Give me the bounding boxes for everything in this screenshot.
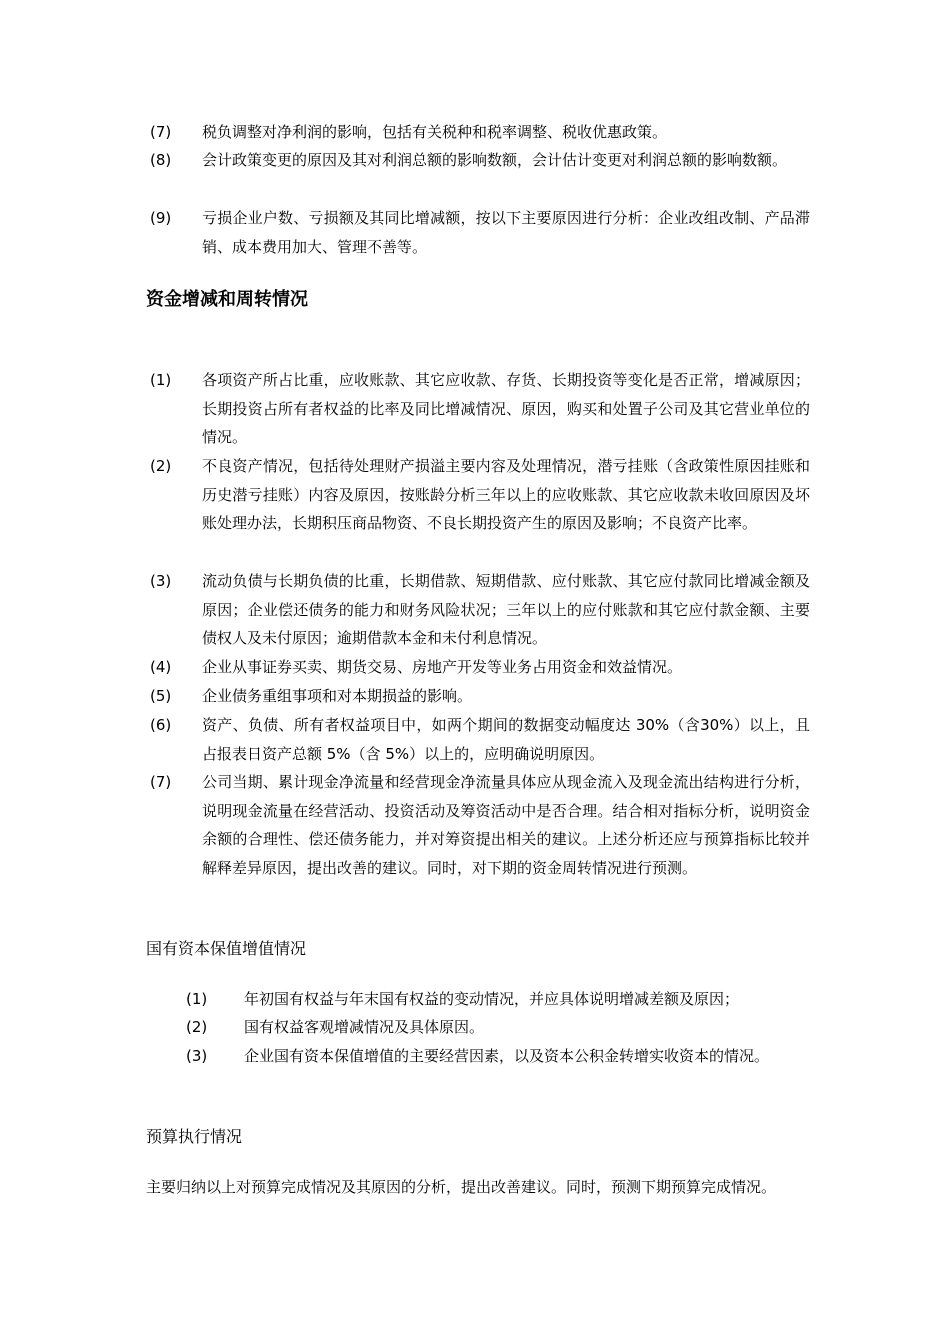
list-item [150, 768, 810, 883]
item-text: 企业国有资本保值增值的主要经营因素，以及资本公积金转增实收资本的情况。 [244, 1047, 770, 1065]
item-number: (1) [150, 371, 172, 389]
list-item [186, 985, 816, 1014]
item-text: 企业从事证券买卖、期货交易、房地产开发等业务占用资金和效益情况。 [202, 658, 683, 676]
list-item [150, 366, 810, 452]
section-heading: 资金增减和周转情况 [146, 289, 308, 310]
item-text: 税负调整对净利润的影响，包括有关税种和税率调整、税收优惠政策。 [202, 123, 668, 141]
item-text: 会计政策变更的原因及其对利润总额的影响数额，会计估计变更对利润总额的影响数额。 [202, 151, 788, 169]
item-number: (2) [150, 457, 172, 475]
item-text: 各项资产所占比重，应收账款、其它应收款、存货、长期投资等变化是否正常，增减原因；长期投资占所有者权益的比率及同比增减情况、原因，购买和处置子公司及其它营业单位的情况。 [202, 371, 810, 447]
section-heading: 国有资本保值增值情况 [146, 939, 307, 958]
item-number: (7) [150, 773, 172, 791]
item-number: (6) [150, 716, 172, 734]
list-item [186, 1042, 816, 1071]
item-text: 年初国有权益与年末国有权益的变动情况，并应具体说明增减差额及原因； [244, 990, 740, 1008]
item-text: 公司当期、累计现金净流量和经营现金净流量具体应从现金流入及现金流出结构进行分析，说明现金流量在经营活动、投资活动及筹资活动中是否合理。结合相对指标分析，说明资金余额的合理性、偿还债务能力，并对筹资提出相关的建议。上述分析还应与预算指标比较并解释差异原因，提出改善的建议。同时，对下期的资金周转情况进行预测。 [202, 773, 810, 878]
item-text: 企业债务重组事项和对本期损益的影响。 [202, 687, 473, 705]
item-number: (3) [150, 572, 172, 590]
section-heading: 预算执行情况 [146, 1127, 243, 1146]
list-item [150, 452, 810, 538]
item-number: (8) [150, 151, 172, 169]
item-number: (1) [186, 990, 208, 1008]
item-number: (4) [150, 658, 172, 676]
list-item [186, 1013, 816, 1042]
list-item [150, 567, 810, 653]
item-number: (2) [186, 1018, 208, 1036]
list-item [150, 118, 810, 147]
item-number: (5) [150, 687, 172, 705]
item-number: (3) [186, 1047, 208, 1065]
list-item [150, 682, 810, 711]
item-number: (9) [150, 209, 172, 227]
item-text: 国有权益客观增减情况及具体原因。 [244, 1018, 485, 1036]
item-number: (7) [150, 123, 172, 141]
list-item [150, 711, 810, 768]
list-item [150, 653, 810, 682]
item-text: 流动负债与长期负债的比重，长期借款、短期借款、应付账款、其它应付款同比增减金额及原因；企业偿还债务的能力和财务风险状况；三年以上的应付账款和其它应付款金额、主要债权人及未付原因；逾期借款本金和未付利息情况。 [202, 572, 810, 648]
item-text: 亏损企业户数、亏损额及其同比增减额，按以下主要原因进行分析：企业改组改制、产品滞销、成本费用加大、管理不善等。 [202, 209, 810, 256]
item-text: 资产、负债、所有者权益项目中，如两个期间的数据变动幅度达 30%（含30%）以上，且占报表日资产总额 5%（含 5%）以上的，应明确说明原因。 [202, 716, 810, 763]
list-item [150, 204, 810, 261]
body-paragraph: 主要归纳以上对预算完成情况及其原因的分析，提出改善建议。同时，预测下期预算完成情况。 [146, 1178, 777, 1196]
list-item [150, 146, 810, 175]
item-text: 不良资产情况，包括待处理财产损溢主要内容及处理情况，潜亏挂账（含政策性原因挂账和历史潜亏挂账）内容及原因，按账龄分析三年以上的应收账款、其它应收款未收回原因及坏账处理办法，长期积压商品物资、不良长期投资产生的原因及影响；不良资产比率。 [202, 457, 810, 533]
